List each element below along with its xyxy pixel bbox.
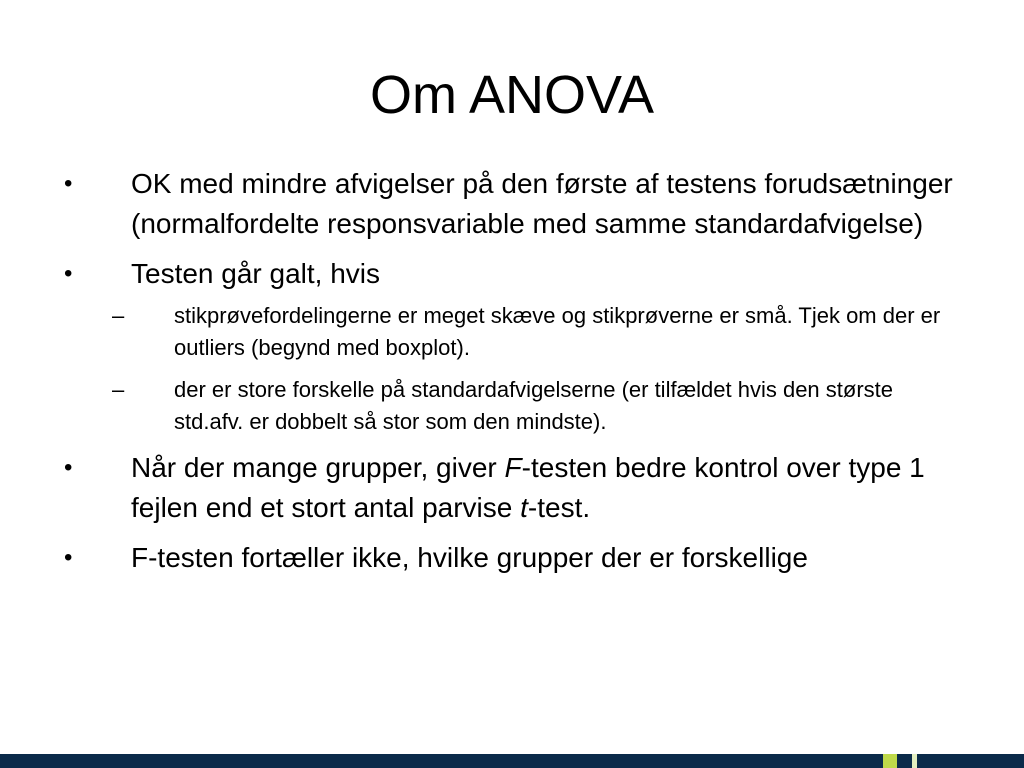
bullet-marker: • xyxy=(64,170,73,197)
sub-bullet-text: der er store forskelle på standardafvigelserne (er tilfældet hvis den største std.afv. er dobbelt så stor som den mindste). xyxy=(174,377,893,434)
footer-accent-stripe xyxy=(912,754,917,768)
slide-title: Om ANOVA xyxy=(369,65,655,125)
bullet-item xyxy=(0,164,1024,244)
t-symbol: t xyxy=(520,492,528,523)
bullet-text: F-testen fortæller ikke, hvilke grupper der er forskellige xyxy=(131,542,808,573)
footer-bar xyxy=(0,754,1024,768)
sub-bullet-list xyxy=(0,300,1024,438)
footer-accent-block xyxy=(883,754,897,768)
slide-content xyxy=(0,164,1024,588)
bullet-marker: • xyxy=(64,544,73,571)
bullet-item xyxy=(0,448,1024,528)
bullet-text xyxy=(131,452,925,523)
bullet-text-part: Når der mange grupper, giver xyxy=(131,452,505,483)
sub-bullet-item xyxy=(0,374,1024,438)
bullet-text-part: -testen bedre kontrol over type 1 fejlen end et stort antal parvise xyxy=(131,452,925,523)
bullet-item xyxy=(0,538,1024,578)
sub-bullet-item xyxy=(0,300,1024,364)
bullet-text: Testen går galt, hvis xyxy=(131,258,381,289)
bullet-item xyxy=(0,254,1024,294)
bullet-text-part: -test. xyxy=(527,492,591,523)
dash-marker: – xyxy=(112,377,125,402)
bullet-marker: • xyxy=(64,454,73,481)
bullet-marker: • xyxy=(64,260,73,287)
sub-bullet-text: stikprøvefordelingerne er meget skæve og stikprøverne er små. Tjek om der er outliers (begynd med boxplot). xyxy=(174,303,941,360)
bullet-text: OK med mindre afvigelser på den første af testens forudsætninger (normalfordelte responsvariable med samme standardafvigelse) xyxy=(131,168,953,239)
f-symbol: F xyxy=(504,452,522,483)
dash-marker: – xyxy=(112,303,125,328)
